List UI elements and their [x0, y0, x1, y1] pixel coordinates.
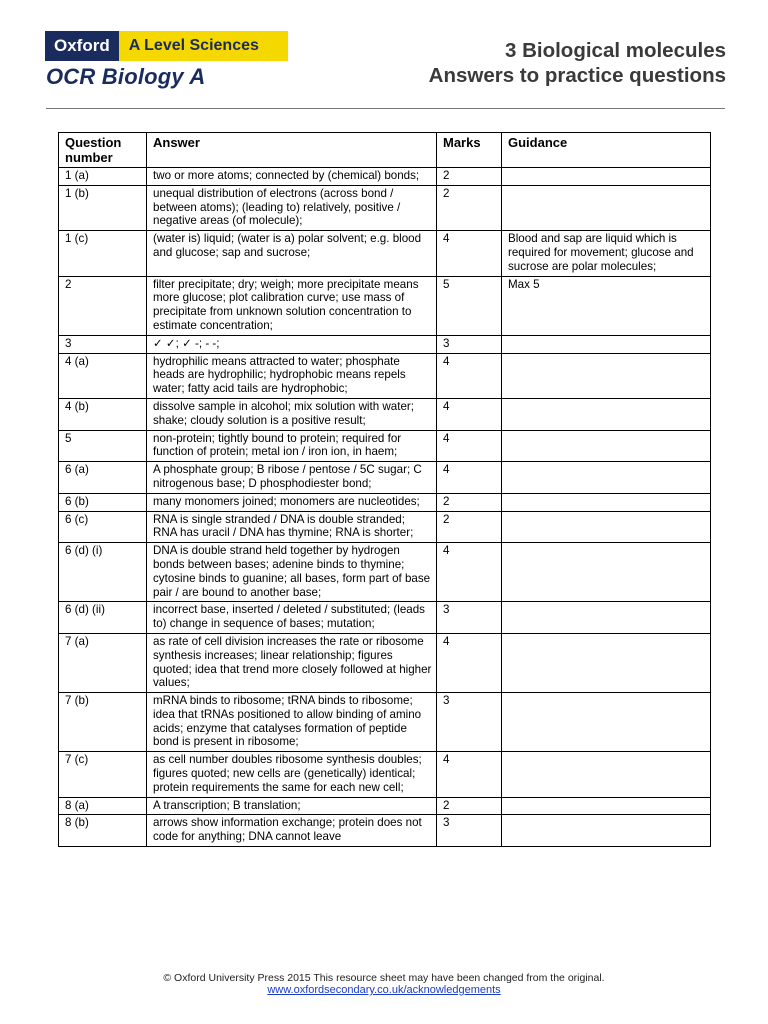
marks-cell: 4	[437, 398, 502, 430]
question-cell: 5	[59, 430, 147, 462]
guidance-cell	[502, 815, 711, 847]
answer-cell: (water is) liquid; (water is a) polar solvent; e.g. blood and glucose; sap and sucrose;	[147, 231, 437, 276]
answer-cell: arrows show information exchange; protein does not code for anything; DNA cannot leave	[147, 815, 437, 847]
document-subtitle: Answers to practice questions	[428, 64, 726, 87]
question-cell: 4 (b)	[59, 398, 147, 430]
question-cell: 6 (d) (ii)	[59, 602, 147, 634]
guidance-cell	[502, 693, 711, 752]
marks-cell: 5	[437, 276, 502, 335]
question-cell: 8 (a)	[59, 797, 147, 815]
question-cell: 6 (a)	[59, 462, 147, 494]
marks-cell: 4	[437, 633, 502, 692]
answer-cell: A phosphate group; B ribose / pentose / 5C sugar; C nitrogenous base; D phosphodiester bond;	[147, 462, 437, 494]
answer-cell: hydrophilic means attracted to water; phosphate heads are hydrophilic; hydrophobic means repels water; fatty acid tails are hydrophobic;	[147, 353, 437, 398]
question-cell: 6 (d) (i)	[59, 543, 147, 602]
brand-oxford: Oxford	[45, 31, 119, 61]
table-row	[59, 276, 711, 335]
header-guidance: Guidance	[502, 133, 711, 168]
question-cell: 6 (b)	[59, 493, 147, 511]
answer-cell: unequal distribution of electrons (across bond / between atoms); (leading to) relatively, positive / negative areas (of molecule);	[147, 185, 437, 230]
marks-cell: 4	[437, 752, 502, 797]
table-row	[59, 462, 711, 494]
answer-cell: DNA is double strand held together by hydrogen bonds between bases; adenine binds to thymine; cytosine binds to guanine; all bases, form part of base pair / are bound to another base;	[147, 543, 437, 602]
question-cell: 8 (b)	[59, 815, 147, 847]
guidance-cell	[502, 633, 711, 692]
question-cell: 1 (a)	[59, 168, 147, 186]
header-answer: Answer	[147, 133, 437, 168]
table-row	[59, 493, 711, 511]
guidance-cell	[502, 168, 711, 186]
footer-acknowledgements-link[interactable]: www.oxfordsecondary.co.uk/acknowledgements	[267, 984, 501, 996]
guidance-cell	[502, 185, 711, 230]
marks-cell: 4	[437, 543, 502, 602]
subject-title: OCR Biology A	[46, 64, 206, 89]
guidance-cell: Blood and sap are liquid which is required for movement; glucose and sucrose are polar molecules;	[502, 231, 711, 276]
answer-cell: ✓ ✓; ✓ -; - -;	[147, 335, 437, 353]
marks-cell: 3	[437, 693, 502, 752]
marks-cell: 3	[437, 815, 502, 847]
table-row	[59, 602, 711, 634]
chapter-title: 3 Biological molecules	[504, 39, 726, 62]
answer-cell: non-protein; tightly bound to protein; required for function of protein; metal ion / iron ion, in haem;	[147, 430, 437, 462]
table-row	[59, 353, 711, 398]
guidance-cell	[502, 353, 711, 398]
table-row	[59, 335, 711, 353]
marks-cell: 2	[437, 511, 502, 543]
question-cell: 7 (b)	[59, 693, 147, 752]
question-cell: 2	[59, 276, 147, 335]
marks-cell: 4	[437, 430, 502, 462]
guidance-cell	[502, 752, 711, 797]
header-marks: Marks	[437, 133, 502, 168]
table-row	[59, 430, 711, 462]
marks-cell: 4	[437, 353, 502, 398]
guidance-cell	[502, 430, 711, 462]
marks-cell: 4	[437, 231, 502, 276]
document-title	[429, 38, 726, 88]
table-row	[59, 693, 711, 752]
guidance-cell	[502, 543, 711, 602]
marks-cell: 2	[437, 168, 502, 186]
footer-copyright: © Oxford University Press 2015 This resource sheet may have been changed from the original.	[163, 972, 605, 984]
table-row	[59, 543, 711, 602]
table-row	[59, 633, 711, 692]
answer-cell: dissolve sample in alcohol; mix solution with water; shake; cloudy solution is a positive result;	[147, 398, 437, 430]
table-row	[59, 231, 711, 276]
brand-logo	[45, 31, 288, 61]
guidance-cell	[502, 398, 711, 430]
table-row	[59, 398, 711, 430]
guidance-cell	[502, 511, 711, 543]
question-cell: 7 (c)	[59, 752, 147, 797]
question-cell: 1 (b)	[59, 185, 147, 230]
answer-cell: incorrect base, inserted / deleted / substituted; (leads to) change in sequence of bases; mutation;	[147, 602, 437, 634]
table-row	[59, 511, 711, 543]
header-question: Question number	[59, 133, 147, 168]
answer-cell: A transcription; B translation;	[147, 797, 437, 815]
question-cell: 3	[59, 335, 147, 353]
guidance-cell: Max 5	[502, 276, 711, 335]
marks-cell: 3	[437, 335, 502, 353]
marks-cell: 2	[437, 185, 502, 230]
guidance-cell	[502, 462, 711, 494]
answer-cell: filter precipitate; dry; weigh; more precipitate means more glucose; plot calibration curve; use mass of precipitate from unknown solution concentration to estimate concentration;	[147, 276, 437, 335]
table-row	[59, 168, 711, 186]
answer-cell: RNA is single stranded / DNA is double stranded; RNA has uracil / DNA has thymine; RNA is shorter;	[147, 511, 437, 543]
answer-cell: many monomers joined; monomers are nucleotides;	[147, 493, 437, 511]
question-cell: 1 (c)	[59, 231, 147, 276]
answer-cell: mRNA binds to ribosome; tRNA binds to ribosome; idea that tRNAs positioned to allow binding of amino acids; enzyme that catalyses formation of peptide bond is present in ribosome;	[147, 693, 437, 752]
marks-cell: 2	[437, 797, 502, 815]
table-row	[59, 752, 711, 797]
brand-series: A Level Sciences	[119, 31, 288, 61]
answer-cell: two or more atoms; connected by (chemical) bonds;	[147, 168, 437, 186]
answer-cell: as rate of cell division increases the rate or ribosome synthesis increases; linear relationship; figures quoted; idea that trend more closely followed at higher values;	[147, 633, 437, 692]
marks-cell: 2	[437, 493, 502, 511]
table-row	[59, 815, 711, 847]
question-cell: 6 (c)	[59, 511, 147, 543]
marks-cell: 4	[437, 462, 502, 494]
table-row	[59, 797, 711, 815]
table-row	[59, 185, 711, 230]
guidance-cell	[502, 602, 711, 634]
answer-cell: as cell number doubles ribosome synthesis doubles; figures quoted; new cells are (genetically) identical; protein requirements the same for each new cell;	[147, 752, 437, 797]
answers-table	[58, 132, 711, 847]
question-cell: 7 (a)	[59, 633, 147, 692]
guidance-cell	[502, 335, 711, 353]
question-cell: 4 (a)	[59, 353, 147, 398]
marks-cell: 3	[437, 602, 502, 634]
table-header-row	[59, 133, 711, 168]
guidance-cell	[502, 493, 711, 511]
header-divider	[46, 108, 725, 109]
guidance-cell	[502, 797, 711, 815]
